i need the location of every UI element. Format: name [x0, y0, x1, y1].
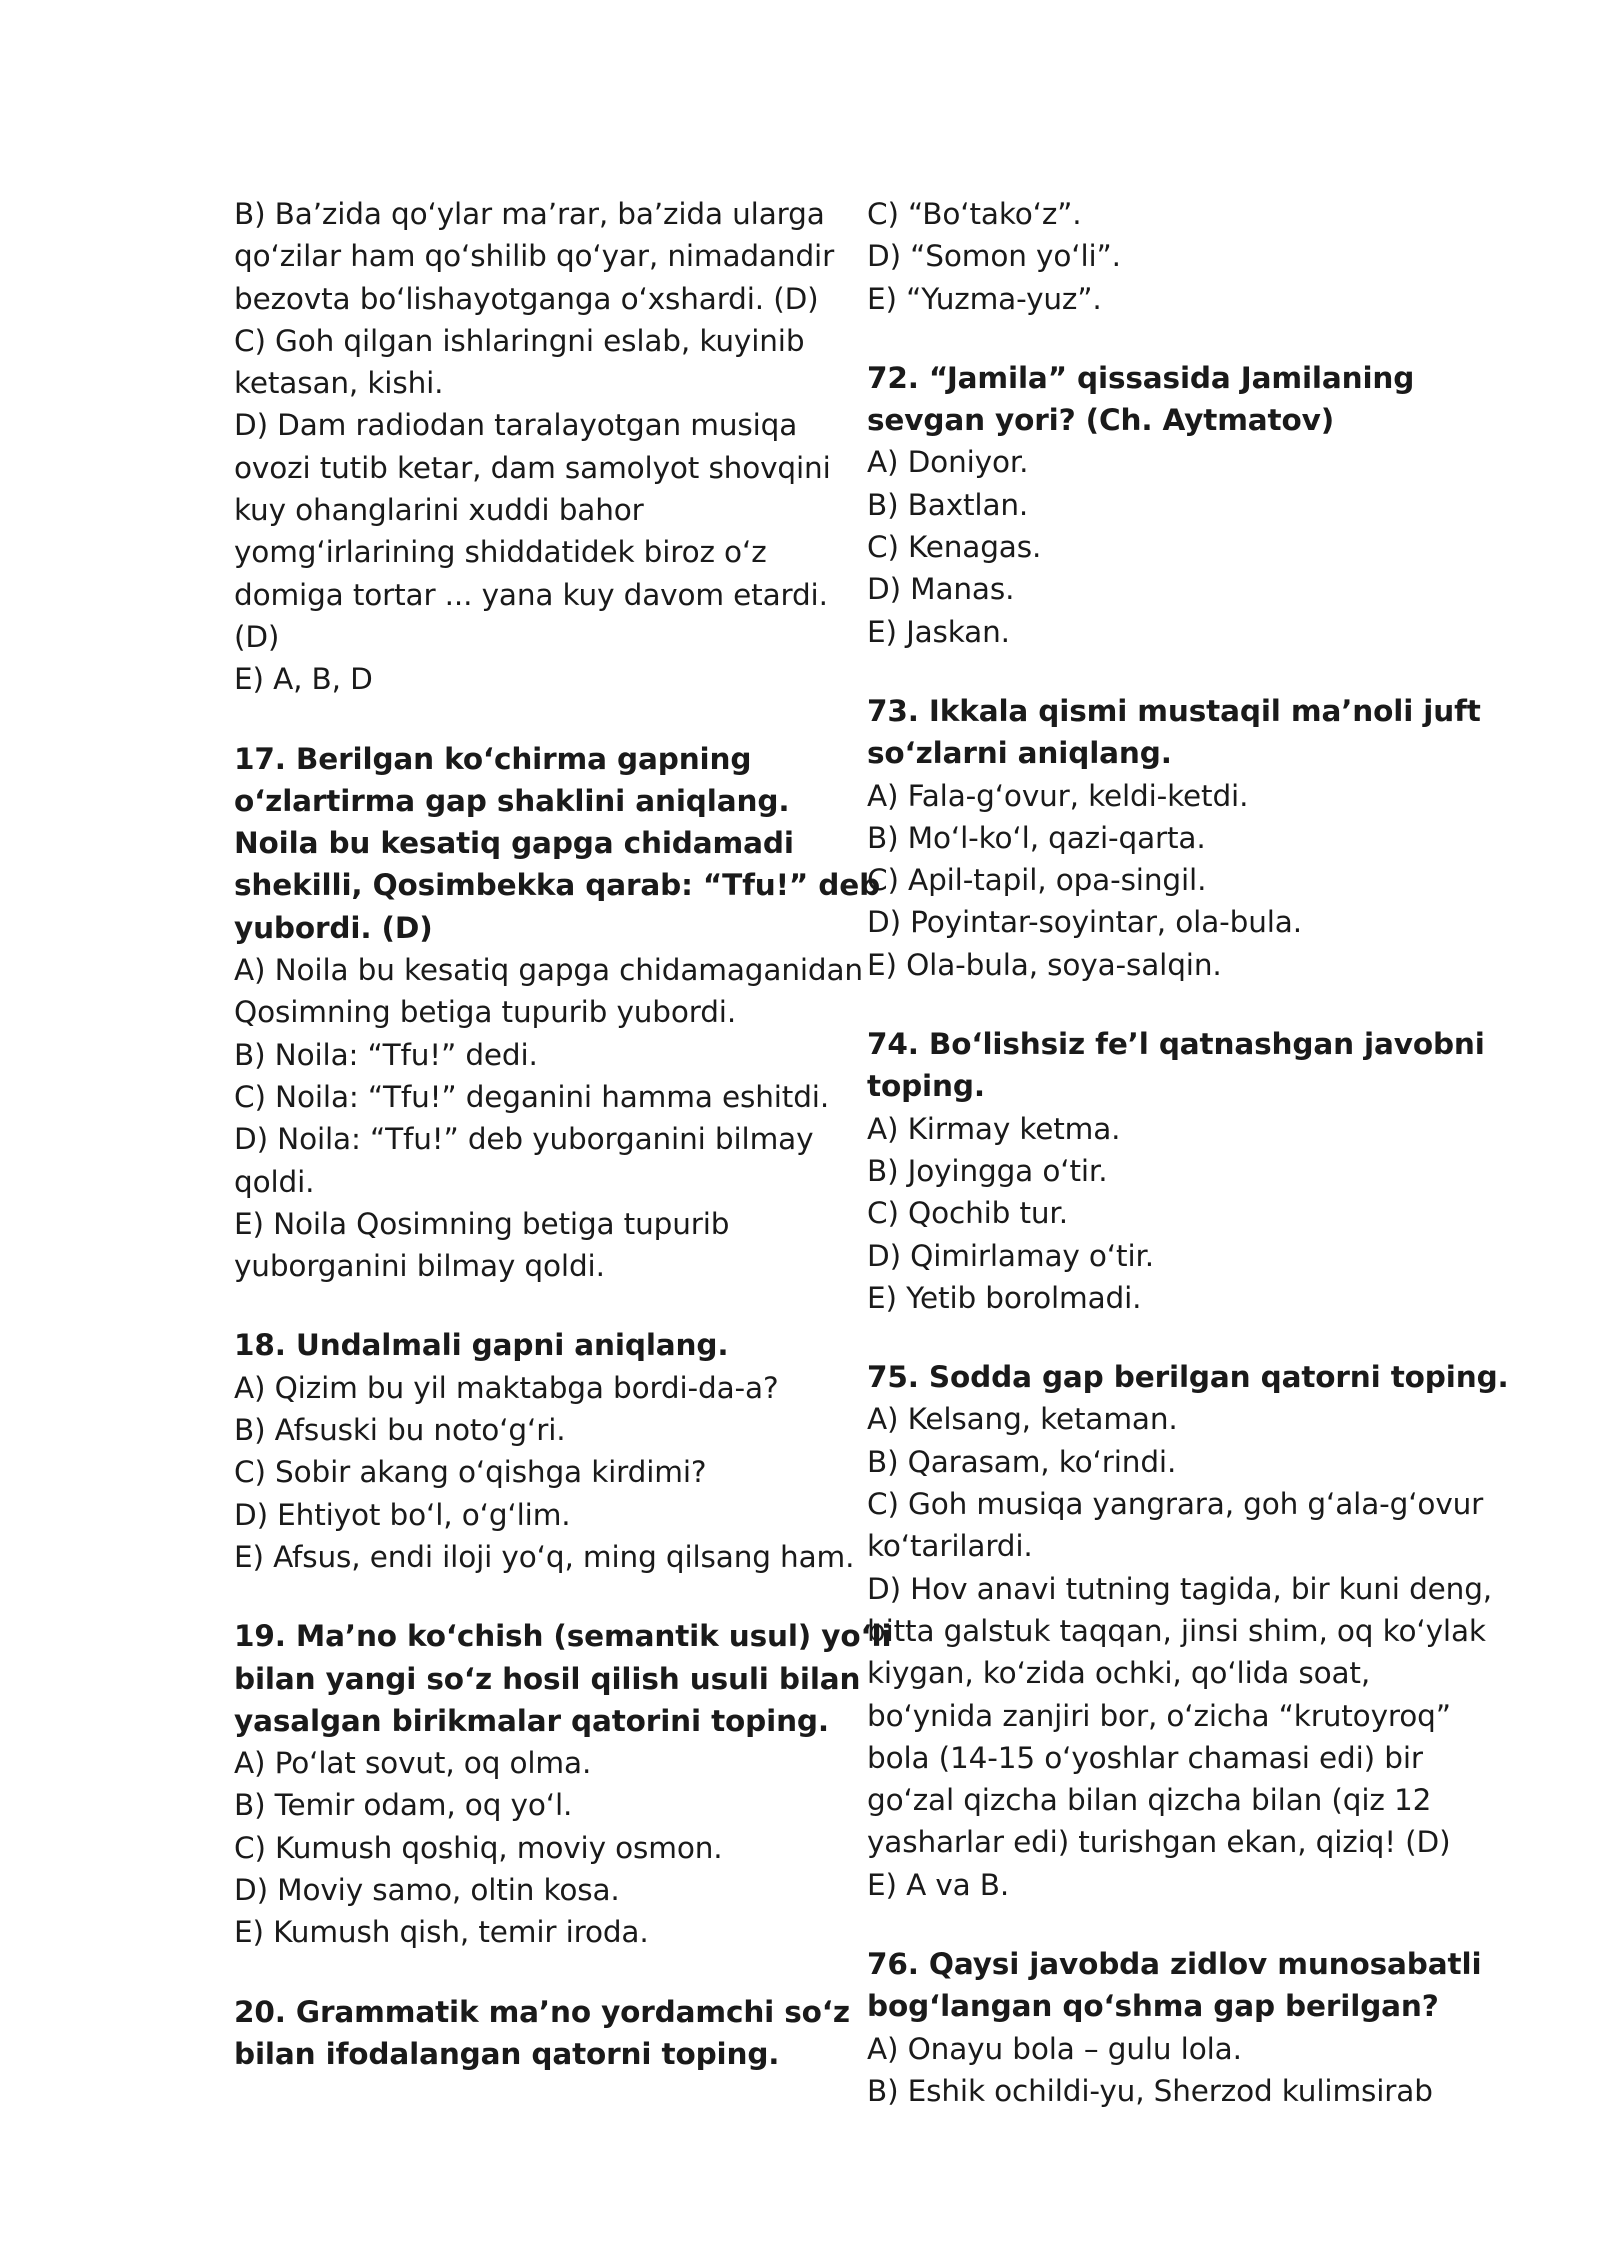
question-text-line: 73. Ikkala qismi mustaqil ma’noli juft	[867, 693, 1481, 728]
answer-text-line: E) Kumush qish, temir iroda.	[234, 1915, 649, 1950]
answer-text-line: C) Qochib tur.	[867, 1196, 1068, 1231]
question-text-line: yubordi. (D)	[234, 910, 433, 945]
answer-text-line: B) Eshik ochildi-yu, Sherzod kulimsirab	[867, 2073, 1433, 2108]
answer-text-line: C) Kumush qoshiq, moviy osmon.	[234, 1830, 723, 1865]
question-text-line: 20. Grammatik ma’no yordamchi so‘z	[234, 1994, 850, 2029]
answer-text-line: A) Onayu bola – gulu lola.	[867, 2031, 1242, 2066]
answer-text-line: A) Po‘lat sovut, oq olma.	[234, 1746, 592, 1781]
answer-text-line: kiygan, ko‘zida ochki, qo‘lida soat,	[867, 1656, 1371, 1691]
answer-text-line: D) Hov anavi tutning tagida, bir kuni deng,	[867, 1571, 1492, 1606]
answer-text-line: B) Temir odam, oq yo‘l.	[234, 1788, 573, 1823]
answer-text-line: E) A, B, D	[234, 662, 373, 697]
question-text-line: 19. Ma’no ko‘chish (semantik usul) yo‘li	[234, 1619, 892, 1654]
paragraph-gap	[867, 1906, 1517, 1943]
answer-text-line: D) Noila: “Tfu!” deb yuborganini bilmay	[234, 1122, 814, 1157]
question-text-line: bilan yangi so‘z hosil qilish usuli bilan	[234, 1661, 861, 1696]
answer-text-line: yasharlar edi) turishgan ekan, qiziq! (D)	[867, 1825, 1451, 1860]
question-text-line: Noila bu kesatiq gapga chidamadi	[234, 826, 794, 861]
paragraph-gap	[867, 653, 1517, 690]
answer-text-line: A) Fala-g‘ovur, keldi-ketdi.	[867, 778, 1249, 813]
answer-text-line: D) Poyintar-soyintar, ola-bula.	[867, 905, 1302, 940]
answer-text-line: A) Kirmay ketma.	[867, 1111, 1121, 1146]
answer-text-line: E) Yetib borolmadi.	[867, 1280, 1142, 1315]
answer-text-line: D) Manas.	[867, 572, 1015, 607]
question-text-line: toping.	[867, 1069, 985, 1104]
answer-text-line: D) Moviy samo, oltin kosa.	[234, 1872, 620, 1907]
answer-text-line: C) Sobir akang o‘qishga kirdimi?	[234, 1455, 707, 1490]
answer-text-line: B) Afsuski bu noto‘g‘ri.	[234, 1413, 566, 1448]
answer-text-line: C) Goh musiqa yangrara, goh g‘ala-g‘ovur	[867, 1487, 1484, 1522]
answer-text-line: A) Kelsang, ketaman.	[867, 1402, 1178, 1437]
question-text-line: yasalgan birikmalar qatorini toping.	[234, 1703, 829, 1738]
right-column	[867, 193, 1517, 2112]
answer-text-line: domiga tortar ... yana kuy davom etardi.	[234, 577, 828, 612]
paragraph-gap	[234, 701, 874, 738]
question-text-line: 74. Bo‘lishsiz fe’l qatnashgan javobni	[867, 1027, 1485, 1062]
answer-text-line: E) Ola-bula, soya-salqin.	[867, 947, 1222, 982]
question-text-line: so‘zlarni aniqlang.	[867, 736, 1172, 771]
answer-text-line: B) Ba’zida qo‘ylar ma’rar, ba’zida ularga	[234, 197, 825, 231]
answer-text-line: C) Goh qilgan ishlaringni eslab, kuyinib	[234, 323, 805, 358]
answer-text-line: ovozi tutib ketar, dam samolyot shovqini	[234, 450, 831, 485]
answer-text-line: A) Noila bu kesatiq gapga chidamaganidan	[234, 953, 863, 988]
question-text-line: 72. “Jamila” qissasida Jamilaning	[867, 360, 1415, 395]
question-text-line: bog‘langan qo‘shma gap berilgan?	[867, 1989, 1439, 2024]
answer-text-line: yomg‘irlarining shiddatidek biroz o‘z	[234, 535, 767, 570]
paragraph-gap	[867, 320, 1517, 357]
answer-text-line: bitta galstuk taqqan, jinsi shim, oq ko‘ylak	[867, 1613, 1486, 1648]
answer-text-line: qoldi.	[234, 1164, 315, 1199]
answer-text-line: D) Ehtiyot bo‘l, o‘g‘lim.	[234, 1497, 571, 1532]
paragraph-gap	[234, 1578, 874, 1615]
paragraph-gap	[867, 986, 1517, 1023]
answer-text-line: E) “Yuzma-yuz”.	[867, 281, 1102, 316]
answer-text-line: E) A va B.	[867, 1867, 1010, 1902]
question-text-line: shekilli, Qosimbekka qarab: “Tfu!” deb	[234, 868, 881, 903]
question-text-line: o‘zlartirma gap shaklini aniqlang.	[234, 783, 790, 818]
answer-text-line: D) “Somon yo‘li”.	[867, 239, 1121, 274]
paragraph-gap	[867, 1319, 1517, 1356]
answer-text-line: bezovta bo‘lishayotganga o‘xshardi. (D)	[234, 281, 819, 316]
answer-text-line: B) Qarasam, ko‘rindi.	[867, 1444, 1177, 1479]
paragraph-gap	[234, 1287, 874, 1324]
question-text-line: 76. Qaysi javobda zidlov munosabatli	[867, 1946, 1482, 1981]
answer-text-line: go‘zal qizcha bilan qizcha bilan (qiz 12	[867, 1783, 1432, 1818]
answer-text-line: D) Dam radiodan taralayotgan musiqa	[234, 408, 798, 443]
answer-text-line: C) Apil-tapil, opa-singil.	[867, 863, 1207, 898]
question-text-line: 75. Sodda gap berilgan qatorni toping.	[867, 1360, 1509, 1395]
answer-text-line: bola (14-15 o‘yoshlar chamasi edi) bir	[867, 1740, 1423, 1775]
answer-text-line: E) Noila Qosimning betiga tupurib	[234, 1206, 730, 1241]
answer-text-line: A) Doniyor.	[867, 445, 1029, 480]
question-text-line: 18. Undalmali gapni aniqlang.	[234, 1328, 729, 1363]
answer-text-line: A) Qizim bu yil maktabga bordi-da-a?	[234, 1370, 779, 1405]
answer-text-line: C) Kenagas.	[867, 530, 1042, 565]
answer-text-line: yuborganini bilmay qoldi.	[234, 1249, 605, 1284]
answer-text-line: C) Noila: “Tfu!” deganini hamma eshitdi.	[234, 1079, 830, 1114]
left-column	[234, 193, 892, 2075]
answer-text-line: B) Baxtlan.	[867, 487, 1029, 522]
answer-text-line: bo‘ynida zanjiri bor, o‘zicha “krutoyroq”	[867, 1698, 1451, 1733]
question-text-line: bilan ifodalangan qatorni toping.	[234, 2036, 780, 2071]
answer-text-line: D) Qimirlamay o‘tir.	[867, 1238, 1154, 1273]
answer-text-line: Qosimning betiga tupurib yubordi.	[234, 995, 737, 1030]
question-text-line: sevgan yori? (Ch. Aytmatov)	[867, 403, 1335, 438]
answer-text-line: E) Afsus, endi iloji yo‘q, ming qilsang ham.	[234, 1539, 855, 1574]
answer-text-line: ko‘tarilardi.	[867, 1529, 1033, 1564]
answer-text-line: B) Noila: “Tfu!” dedi.	[234, 1037, 538, 1072]
question-text-line: 17. Berilgan ko‘chirma gapning	[234, 741, 752, 776]
answer-text-line: kuy ohanglarini xuddi bahor	[234, 493, 644, 528]
answer-text-line: B) Joyingga o‘tir.	[867, 1153, 1108, 1188]
answer-text-line: C) “Bo‘tako‘z”.	[867, 197, 1082, 231]
answer-text-line: ketasan, kishi.	[234, 366, 444, 401]
paragraph-gap	[234, 1954, 874, 1991]
answer-text-line: E) Jaskan.	[867, 614, 1010, 649]
answer-text-line: (D)	[234, 619, 280, 654]
answer-text-line: qo‘zilar ham qo‘shilib qo‘yar, nimadandir	[234, 239, 835, 274]
answer-text-line: B) Mo‘l-ko‘l, qazi-qarta.	[867, 820, 1206, 855]
